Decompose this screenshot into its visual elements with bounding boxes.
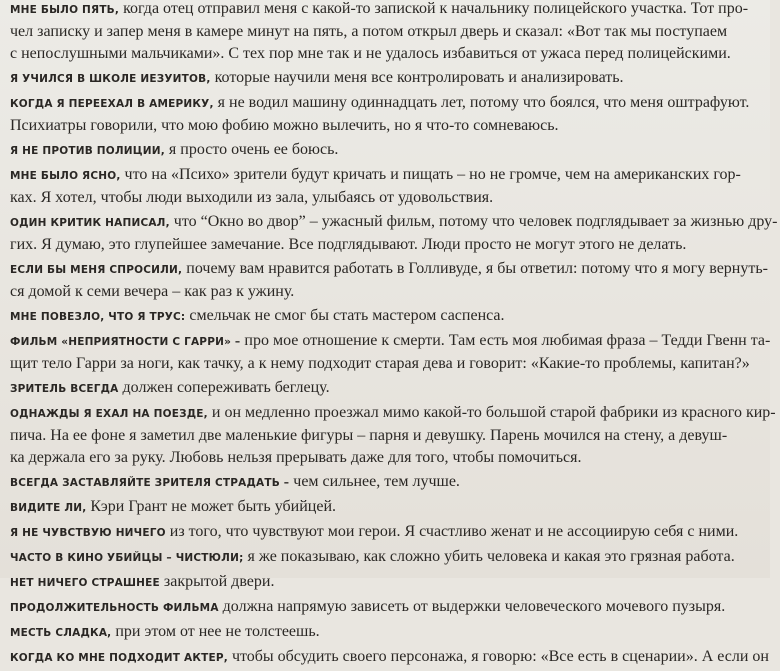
paragraph-lead: ЧАСТО В КИНО УБИЙЦЫ – ЧИСТЮЛИ; bbox=[10, 552, 244, 564]
paragraph-lead: ЕСЛИ БЫ МЕНЯ СПРОСИЛИ, bbox=[10, 264, 183, 276]
paragraph-lead: НЕТ НИЧЕГО СТРАШНЕЕ bbox=[10, 577, 160, 589]
paragraph-line: Психиатры говорили, что мою фобию можно вылечить, но я что-то сомневаюсь. bbox=[10, 117, 559, 134]
paragraph-lead: ЗРИТЕЛЬ ВСЕГДА bbox=[10, 383, 119, 395]
paragraph-lead: МНЕ БЫЛО ЯСНО, bbox=[10, 170, 121, 182]
quote-paragraph bbox=[10, 496, 780, 519]
paragraph-line: с непослушными мальчиками». С тех пор мне так и не удалось избавиться от ужаса перед полицейскими. bbox=[10, 45, 731, 62]
quote-paragraph bbox=[10, 305, 780, 328]
paragraph-line: пича. На ее фоне я заметил две маленькие фигуры – парня и девушку. Парень мочился на стену, а девуш- bbox=[10, 427, 728, 444]
paragraph-line: должен сопереживать беглецу. bbox=[118, 379, 330, 396]
paragraph-lead: ВИДИТЕ ЛИ, bbox=[10, 502, 87, 514]
paragraph-lead: ПРОДОЛЖИТЕЛЬНОСТЬ ФИЛЬМА bbox=[10, 602, 219, 614]
paragraph-lead: ОДНАЖДЫ Я ЕХАЛ НА ПОЕЗДЕ, bbox=[10, 408, 208, 420]
quote-paragraph bbox=[10, 402, 780, 469]
quote-paragraph bbox=[10, 92, 780, 137]
quote-paragraph bbox=[10, 67, 780, 90]
paragraph-line: закрытой двери. bbox=[159, 573, 275, 590]
quote-paragraph bbox=[10, 521, 780, 544]
paragraph-lead: ОДИН КРИТИК НАПИСАЛ, bbox=[10, 217, 170, 229]
paragraph-line: про мое отношение к смерти. Там есть моя любимая фраза – Тедди Гвенн та- bbox=[240, 332, 771, 349]
paragraph-line: которые научили меня все контролировать и анализировать. bbox=[210, 69, 624, 86]
paragraph-lead: КОГДА Я ПЕРЕЕХАЛ В АМЕРИКУ, bbox=[10, 98, 214, 110]
quote-paragraph bbox=[10, 571, 780, 594]
paragraph-line: при этом от нее не толстеешь. bbox=[111, 623, 320, 640]
paragraph-line: должна напрямую зависеть от выдержки человеческого мочевого пузыря. bbox=[218, 598, 726, 615]
paragraph-line: Кэри Грант не может быть убийцей. bbox=[86, 498, 336, 515]
quote-paragraph bbox=[10, 258, 780, 303]
paragraph-line: и он медленно проезжал мимо какой-то большой старой фабрики из красного кир- bbox=[207, 404, 776, 421]
quote-paragraph bbox=[10, 646, 780, 669]
quote-paragraph bbox=[10, 377, 780, 400]
paragraph-line: чем сильнее, тем лучше. bbox=[289, 473, 460, 490]
paragraph-lead: Я УЧИЛСЯ В ШКОЛЕ ИЕЗУИТОВ, bbox=[10, 73, 211, 85]
paragraph-line: из того, что чувствуют мои герои. Я счастливо женат и не ассоциирую себя с ними. bbox=[165, 523, 739, 540]
paragraph-line: когда отец отправил меня с какой-то запиской к начальнику полицейского участка. Тот про- bbox=[119, 0, 749, 17]
paragraph-line: чтобы обсудить своего персонажа, я говорю: «Все есть в сценарии». А если он bbox=[227, 648, 769, 665]
quote-paragraph bbox=[10, 546, 780, 569]
paragraph-line: ка держала его за руку. Любовь нельзя прерывать даже для того, чтобы помочиться. bbox=[10, 449, 582, 466]
paragraph-lead: Я НЕ ПРОТИВ ПОЛИЦИИ, bbox=[10, 145, 165, 157]
quote-paragraph bbox=[10, 596, 780, 619]
paragraph-line: что “Окно во двор” – ужасный фильм, потому что человек подглядывает за жизнью дру- bbox=[169, 213, 778, 230]
page-text bbox=[10, 0, 780, 671]
paragraph-lead: Я НЕ ЧУВСТВУЮ НИЧЕГО bbox=[10, 527, 166, 539]
paragraph-line: смельчак не смог бы стать мастером саспенса. bbox=[185, 307, 505, 324]
quote-paragraph bbox=[10, 621, 780, 644]
paragraph-line: щит тело Гарри за ноги, как тачку, а к нему подходит старая дева и говорит: «Какие-то проблемы, капитан?» bbox=[10, 355, 750, 372]
paragraph-line: я же показываю, как сложно убить человека и какая это грязная работа. bbox=[243, 548, 735, 565]
paragraph-line: почему вам нравится работать в Голливуде, я бы ответил: потому что я могу вернуть- bbox=[182, 260, 768, 277]
quote-paragraph bbox=[10, 0, 780, 65]
quote-paragraph bbox=[10, 164, 780, 209]
paragraph-lead: КОГДА КО МНЕ ПОДХОДИТ АКТЕР, bbox=[10, 652, 228, 664]
paragraph-lead: МНЕ ПОВЕЗЛО, ЧТО Я ТРУС: bbox=[10, 311, 186, 323]
paragraph-line: я просто очень ее боюсь. bbox=[164, 141, 339, 158]
quote-paragraph bbox=[10, 211, 780, 256]
paragraph-line: гих. Я думаю, это глупейшее замечание. Все подглядывают. Люди просто не могут этого не делать. bbox=[10, 236, 687, 253]
paragraph-lead: ВСЕГДА ЗАСТАВЛЯЙТЕ ЗРИТЕЛЯ СТРАДАТЬ – bbox=[10, 477, 290, 489]
paragraph-lead: ФИЛЬМ «НЕПРИЯТНОСТИ С ГАРРИ» – bbox=[10, 336, 241, 348]
paragraph-lead: МНЕ БЫЛО ПЯТЬ, bbox=[10, 4, 120, 16]
paragraph-lead: МЕСТЬ СЛАДКА, bbox=[10, 627, 112, 639]
paragraph-line: ся домой к семи вечера – как раз к ужину. bbox=[10, 283, 295, 300]
paragraph-line: чел записку и запер меня в камере минут на пять, а потом открыл дверь и сказал: «Вот так мы поступаем bbox=[10, 23, 728, 40]
quote-paragraph bbox=[10, 471, 780, 494]
paragraph-line: я не водил машину одиннадцать лет, потому что боялся, что меня оштрафуют. bbox=[213, 94, 750, 111]
paragraph-line: ках. Я хотел, чтобы люди выходили из зала, улыбаясь от удовольствия. bbox=[10, 189, 494, 206]
paragraph-line: что на «Психо» зрители будут кричать и пищать – но не громче, чем на американских гор- bbox=[120, 166, 741, 183]
quote-paragraph bbox=[10, 139, 780, 162]
quote-paragraph bbox=[10, 330, 780, 375]
